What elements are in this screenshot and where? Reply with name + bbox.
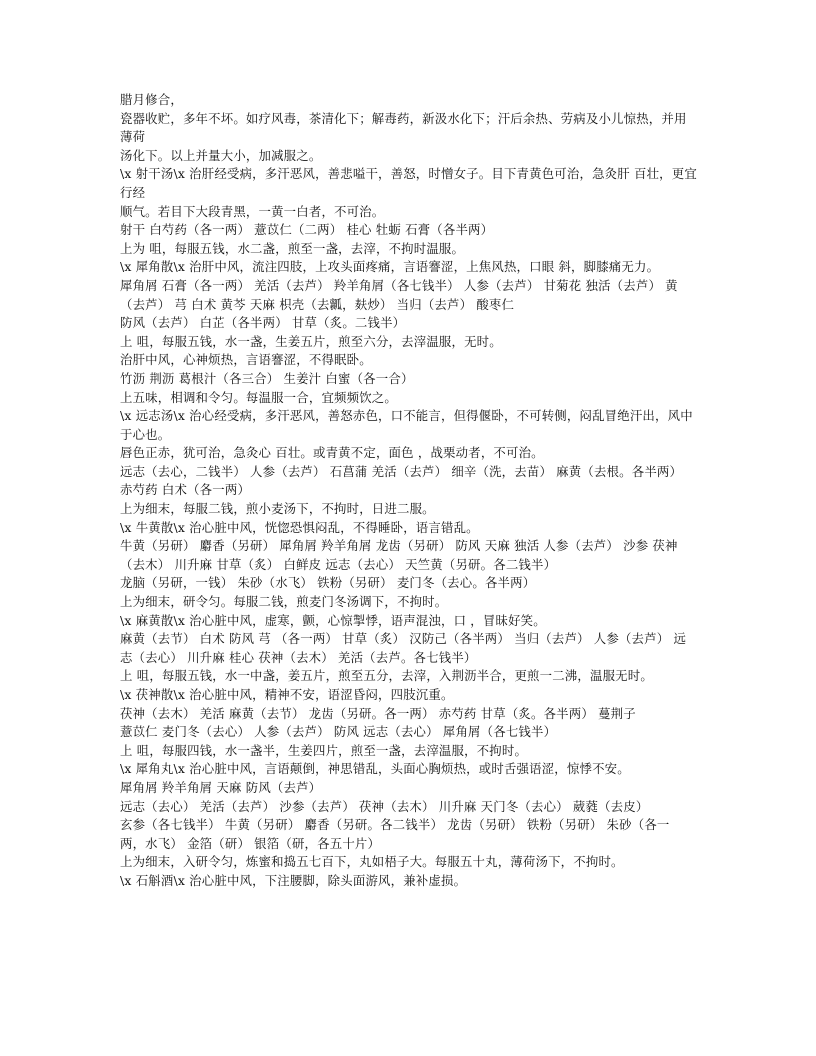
text-line: 汤化下。以上并量大小，加减服之。 bbox=[120, 147, 322, 163]
text-line: \x 麻黄散\x 治心脏中风，虚寒，颤，心惊掣悸，语声混浊，口 ，冒昧好笑。 bbox=[120, 612, 546, 628]
document-page bbox=[120, 91, 698, 891]
text-line: 麻黄（去节） 白术 防风 芎 （各一两） 甘草（炙） 汉防己（各半两） 当归（去芦） 人参（去芦） 远志（去心） 川升麻 桂心 茯神（去木） 羌活（去芦。各七钱半） bbox=[120, 631, 687, 665]
text-line: 腊月修合， bbox=[120, 92, 183, 107]
text-line: 犀角屑 石膏（各一两） 羌活（去芦） 羚羊角屑（各七钱半） 人参（去芦） 甘菊花 独活（去芦） 黄 （去芦） 芎 白术 黄芩 天麻 枳壳（去瓤，麸炒） 当归（去芦） 酸枣仁 bbox=[120, 277, 678, 312]
text-line: 顺气。若目下大段青黑，一黄一白者，不可治。 bbox=[120, 203, 385, 219]
text-line: 上五味，相调和令匀。每温服一合，宜频频饮之。 bbox=[120, 389, 397, 405]
text-line: \x 牛黄散\x 治心脏中风，恍惚恐惧闷乱，不得睡卧，语言错乱。 bbox=[120, 519, 479, 535]
text-line: 射干 白芍药（各一两） 薏苡仁（二两） 桂心 牡蛎 石膏（各半两） bbox=[120, 222, 494, 238]
text-line: 上为细末，入研令匀，炼蜜和捣五七百下，丸如梧子大。每服五十丸，薄荷汤下，不拘时。 bbox=[120, 854, 624, 870]
text-line: 茯神（去木） 羌活 麻黄（去节） 龙齿（另研。各一两） 赤芍药 甘草（炙。各半两） 蔓荆子 bbox=[120, 705, 636, 721]
text-line: 玄参（各七钱半） 牛黄（另研） 麝香（另研。各二钱半） 龙齿（另研） 铁粉（另研） 朱砂（各一 bbox=[120, 817, 670, 833]
text-line: 上 咀，每服五钱，水一盏，生姜五片，煎至六分，去滓温服，无时。 bbox=[120, 333, 502, 349]
text-line: 上 咀，每服四钱，水一盏半，生姜四片，煎至一盏，去滓温服，不拘时。 bbox=[120, 742, 528, 758]
text-line: 治肝中风，心神烦热，言语謇涩，不得眠卧。 bbox=[120, 352, 372, 368]
text-line: 防风（去芦） 白芷（各半两） 甘草（炙。二钱半） bbox=[120, 315, 406, 331]
text-line: 犀角屑 羚羊角屑 天麻 防风（去芦） bbox=[120, 779, 322, 795]
text-line: 上为 咀，每服五钱，水二盏，煎至一盏，去滓，不拘时温服。 bbox=[120, 240, 465, 256]
text-line: \x 茯神散\x 治心脏中风，精神不安，语涩昏闷，四肢沉重。 bbox=[120, 687, 454, 702]
text-line: 瓷器收贮，多年不坏。如疗风毒，茶清化下；解毒药，新汲水化下；汗后余热、劳病及小儿惊热，并用薄荷 bbox=[120, 110, 687, 145]
text-line: \x 犀角丸\x 治心脏中风，言语颠倒，神思错乱，头面心胸烦热，或时舌强语涩，惊悸不安。 bbox=[120, 761, 630, 777]
text-line: 薏苡仁 麦门冬（去心） 人参（去芦） 防风 远志（去心） 犀角屑（各七钱半） bbox=[120, 724, 557, 740]
text-line: 远志（去心，二钱半） 人参（去芦） 石菖蒲 羌活（去芦） 细辛（洗，去苗） 麻黄（去根。各半两） 赤芍药 白术（各一两） bbox=[120, 463, 683, 498]
text-line: \x 犀角散\x 治肝中风，流注四肢，上攻头面疼痛，言语謇涩，上焦风热，口眼 斜，脚膝痛无力。 bbox=[120, 259, 660, 275]
text-line: 竹沥 荆沥 葛根汁（各三合） 生姜汁 白蜜（各一合） bbox=[120, 370, 414, 386]
text-line: 牛黄（另研） 麝香（另研） 犀角屑 羚羊角屑 龙齿（另研） 防风 天麻 独活 人参（去芦） 沙参 茯神（去木） 川升麻 甘草（炙） 白鲜皮 远志（去心） 天竺黄（另研。各二钱半） bbox=[120, 538, 678, 572]
text-line: 龙脑（另研，一钱） 朱砂（水飞） 铁粉（另研） 麦门冬（去心。各半两） bbox=[120, 575, 536, 591]
text-line: \x 射干汤\x 治肝经受病，多汗恶风，善悲嗌干，善怒，时憎女子。目下青黄色可治，急灸肝 百壮，更宜行经 bbox=[120, 166, 697, 200]
text-line: \x 远志汤\x 治心经受病，多汗恶风，善怒赤色，口不能言，但得偃卧，不可转侧，闷乱冒绝汗出，风中于心也。 bbox=[120, 408, 693, 442]
text-line: \x 石斛酒\x 治心脏中风，下注腰脚，除头面游风，兼补虚损。 bbox=[120, 872, 467, 888]
text-line: 上 咀，每服五钱，水一中盏，姜五片，煎至五分，去滓，入荆沥半合，更煎一二沸，温服无时。 bbox=[120, 668, 653, 684]
text-line: 远志（去心） 羌活（去芦） 沙参（去芦） 茯神（去木） 川升麻 天门冬（去心） 葳蕤（去皮） bbox=[120, 798, 649, 814]
text-line: 两，水飞） 金箔（研） 银箔（研，各五十片） bbox=[120, 835, 381, 851]
text-line: 上为细末，研令匀。每服二钱，煎麦门冬汤调下，不拘时。 bbox=[120, 594, 448, 610]
text-line: 唇色正赤，犹可治，急灸心 百壮。或青黄不定，面色 ，战栗动者，不可治。 bbox=[120, 445, 544, 461]
text-line: 上为细末，每服二钱，煎小麦汤下，不拘时，日进二服。 bbox=[120, 501, 435, 517]
